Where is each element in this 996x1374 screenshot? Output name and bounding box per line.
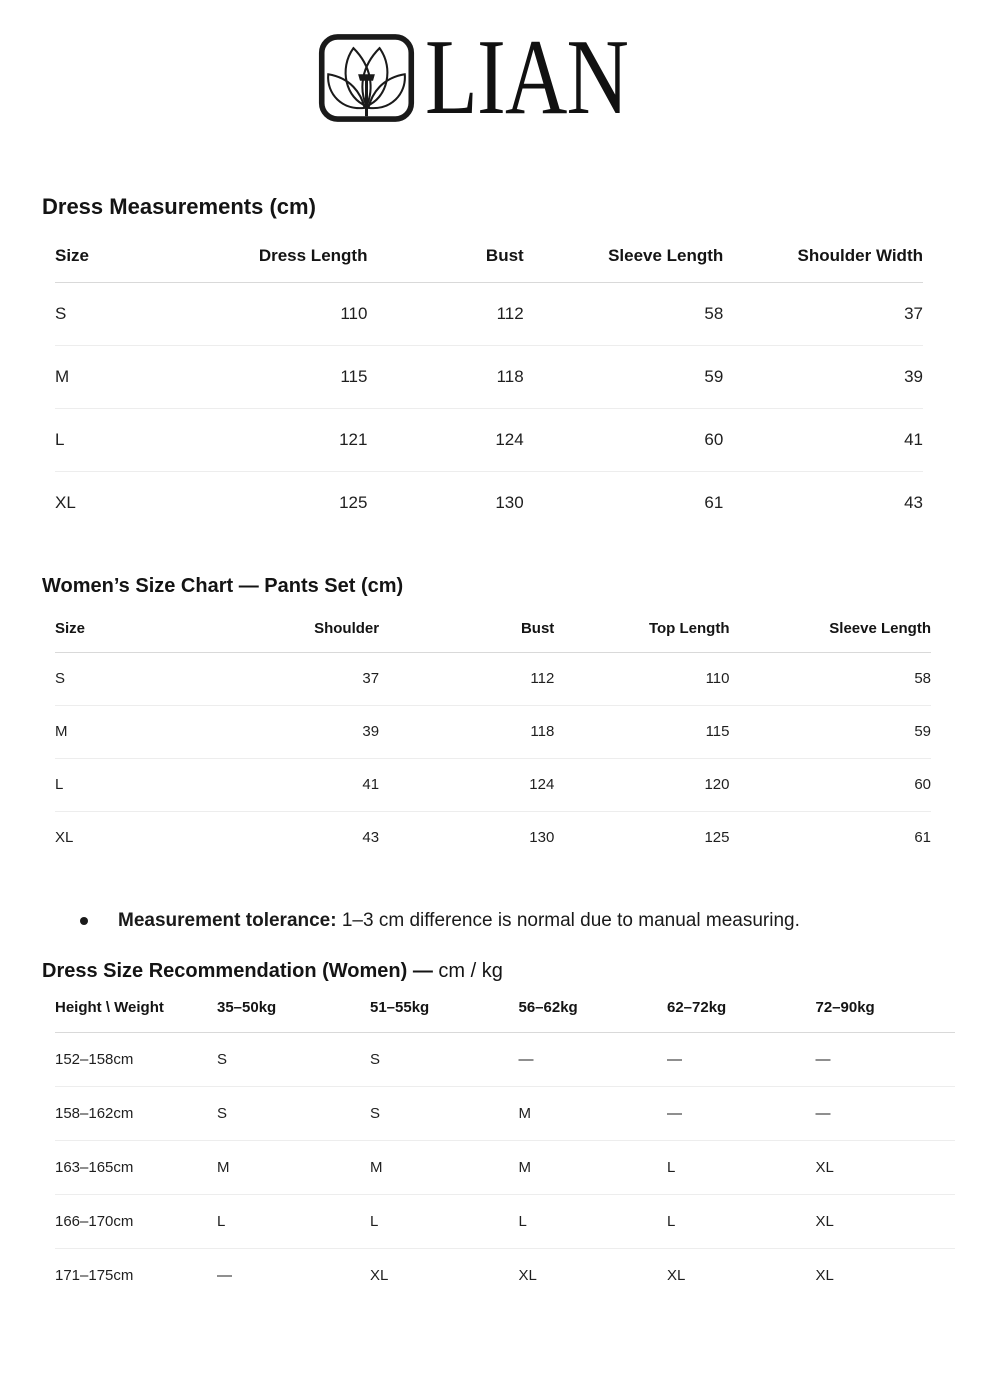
table-cell: 37	[723, 283, 923, 346]
column-header: Top Length	[554, 620, 729, 653]
table-row	[55, 653, 931, 706]
table-cell: 125	[339, 493, 368, 512]
table-row	[55, 472, 923, 535]
table-cell: 124	[379, 759, 554, 812]
table-cell: S	[217, 1033, 370, 1087]
table-row	[55, 346, 923, 409]
column-header: Shoulder Width	[723, 246, 923, 283]
table-header-row	[55, 246, 923, 283]
dress-measurements-heading: Dress Measurements (cm)	[42, 194, 316, 219]
table-cell: —	[667, 1033, 816, 1087]
table-row	[55, 812, 931, 865]
size-cell: S	[55, 653, 186, 706]
table-cell: S	[217, 1087, 370, 1141]
table-cell: 112	[379, 653, 554, 706]
table-cell: M	[519, 1087, 668, 1141]
table-cell: —	[217, 1267, 232, 1284]
column-header: Height \ Weight	[55, 999, 217, 1033]
table-cell: —	[816, 1033, 956, 1087]
table-row	[55, 409, 923, 472]
pants-set-table	[55, 620, 931, 864]
column-header: 72–90kg	[816, 999, 956, 1033]
column-header: 56–62kg	[519, 999, 668, 1033]
note-text-wrap	[118, 904, 800, 937]
size-cell: M	[55, 706, 186, 759]
table-cell: XL	[518, 1267, 537, 1284]
brand-wordmark: LIAN	[424, 18, 628, 137]
table-cell: XL	[816, 1141, 956, 1195]
table-cell: 121	[177, 409, 368, 472]
table-cell: 43	[904, 493, 923, 512]
table-cell: L	[667, 1195, 816, 1249]
table-cell: 130	[529, 829, 555, 846]
table-row	[55, 1249, 955, 1303]
table-cell: L	[667, 1141, 816, 1195]
table-cell: L	[217, 1195, 370, 1249]
table-row	[55, 1033, 955, 1087]
table-cell: XL	[667, 1267, 686, 1284]
table-cell: 37	[186, 653, 379, 706]
size-cell: M	[55, 346, 177, 409]
size-recommendation-heading	[42, 959, 996, 983]
table-row	[55, 759, 931, 812]
height-cell: 152–158cm	[55, 1033, 217, 1087]
table-cell: XL	[815, 1267, 834, 1284]
note-text: 1–3 cm difference is normal due to manual measuring.	[336, 910, 800, 931]
size-cell: S	[55, 283, 177, 346]
table-cell: 118	[379, 706, 554, 759]
size-cell: L	[55, 409, 177, 472]
size-cell: XL	[55, 493, 76, 512]
lotus-flower-icon	[318, 33, 415, 123]
brand-logo	[0, 18, 996, 137]
column-header: Size	[55, 246, 177, 283]
heading-unit: cm / kg	[432, 960, 503, 982]
table-cell: 61	[914, 829, 931, 846]
size-cell: L	[55, 759, 186, 812]
table-row	[55, 1141, 955, 1195]
page	[0, 18, 996, 1302]
table-cell: 124	[367, 409, 523, 472]
table-cell: —	[667, 1087, 816, 1141]
heading-bold: Dress Size Recommendation (Women) —	[42, 960, 433, 982]
table-cell: —	[519, 1033, 668, 1087]
column-header: 51–55kg	[370, 999, 519, 1033]
table-cell: 43	[362, 829, 380, 846]
table-cell: 110	[554, 653, 729, 706]
column-header: 35–50kg	[217, 999, 370, 1033]
table-cell: XL	[816, 1195, 956, 1249]
table-cell: 115	[177, 346, 368, 409]
table-cell: M	[217, 1141, 370, 1195]
table-cell: S	[370, 1033, 519, 1087]
table-cell: 58	[524, 283, 724, 346]
height-cell: 171–175cm	[55, 1267, 134, 1284]
table-cell: XL	[370, 1267, 389, 1284]
column-header: Bust	[379, 620, 554, 653]
table-header-row	[55, 999, 955, 1033]
pants-set-heading: Women’s Size Chart — Pants Set (cm)	[42, 575, 404, 597]
table-cell: L	[519, 1195, 668, 1249]
table-cell: 110	[177, 283, 368, 346]
column-header: Dress Length	[177, 246, 368, 283]
table-row	[55, 1195, 955, 1249]
table-cell: 41	[186, 759, 379, 812]
note-item	[0, 904, 996, 937]
table-cell: 112	[367, 283, 523, 346]
table-cell: M	[519, 1141, 668, 1195]
table-cell: 39	[186, 706, 379, 759]
table-cell: 118	[367, 346, 523, 409]
column-header: Shoulder	[186, 620, 379, 653]
table-cell: S	[370, 1087, 519, 1141]
column-header: 62–72kg	[667, 999, 816, 1033]
table-cell: 59	[524, 346, 724, 409]
table-cell: 60	[524, 409, 724, 472]
table-cell: —	[816, 1087, 956, 1141]
table-cell: 61	[704, 493, 724, 512]
bullet-icon	[80, 917, 88, 925]
size-recommendation-table	[55, 999, 955, 1302]
table-cell: 58	[729, 653, 931, 706]
height-cell: 158–162cm	[55, 1087, 217, 1141]
note-list	[0, 904, 996, 937]
dress-measurements-table	[55, 246, 923, 534]
table-row	[55, 706, 931, 759]
table-row	[55, 283, 923, 346]
table-cell: 125	[704, 829, 730, 846]
table-cell: 130	[495, 493, 524, 512]
column-header: Size	[55, 620, 186, 653]
column-header: Bust	[367, 246, 523, 283]
table-row	[55, 1087, 955, 1141]
note-label: Measurement tolerance:	[118, 910, 337, 931]
height-cell: 166–170cm	[55, 1195, 217, 1249]
column-header: Sleeve Length	[524, 246, 724, 283]
column-header: Sleeve Length	[729, 620, 931, 653]
table-cell: 39	[723, 346, 923, 409]
table-cell: 59	[729, 706, 931, 759]
table-cell: M	[370, 1141, 519, 1195]
table-cell: 60	[729, 759, 931, 812]
table-cell: 41	[723, 409, 923, 472]
table-cell: 115	[554, 706, 729, 759]
height-cell: 163–165cm	[55, 1141, 217, 1195]
table-cell: L	[370, 1195, 519, 1249]
table-cell: 120	[554, 759, 729, 812]
size-cell: XL	[55, 829, 74, 846]
table-header-row	[55, 620, 931, 653]
